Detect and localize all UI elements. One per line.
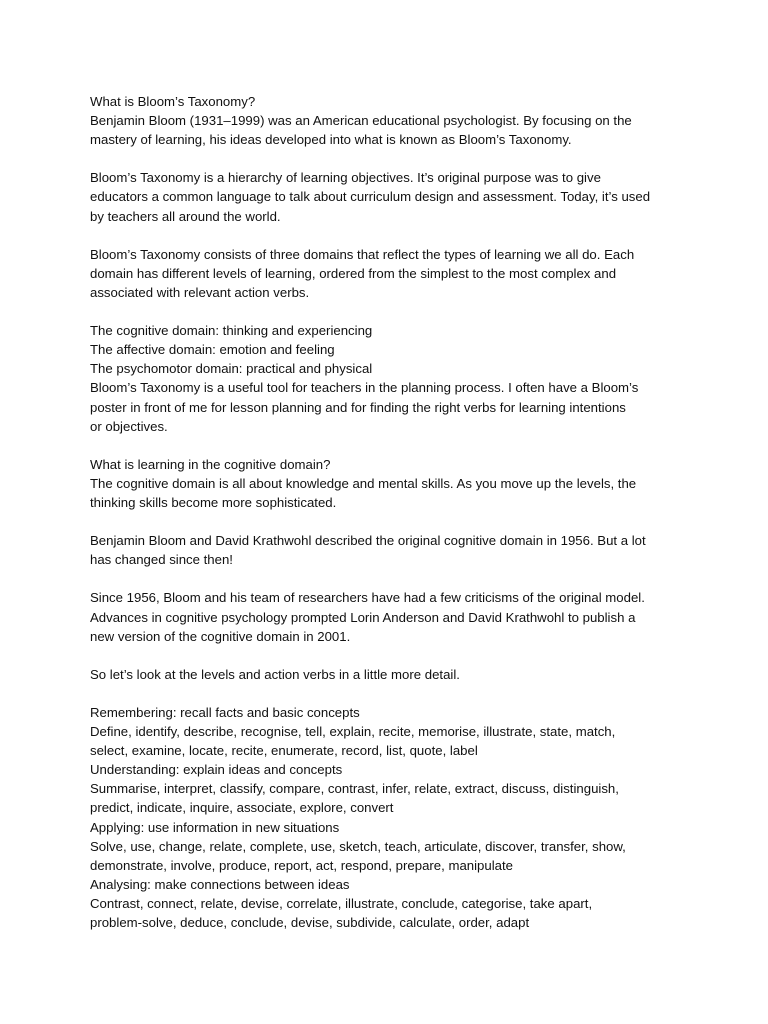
text-line: has changed since then! bbox=[90, 552, 233, 568]
text-line: Bloom’s Taxonomy consists of three domains that reflect the types of learning we all do. Each bbox=[90, 246, 635, 262]
list-item-cognitive: The cognitive domain: thinking and experiencing bbox=[90, 323, 373, 339]
verbs-understanding: predict, indicate, inquire, associate, explore, convert bbox=[90, 800, 394, 816]
paragraph-cognitive-domain bbox=[90, 455, 690, 512]
text-line: mastery of learning, his ideas developed into what is known as Bloom’s Taxonomy. bbox=[90, 132, 572, 148]
text-line: The cognitive domain is all about knowledge and mental skills. As you move up the levels, the bbox=[90, 475, 637, 491]
text-line: Bloom’s Taxonomy is a hierarchy of learning objectives. It’s original purpose was to give bbox=[90, 170, 601, 186]
text-line: Bloom’s Taxonomy is a useful tool for teachers in the planning process. I often have a Bloom’s bbox=[90, 380, 639, 396]
heading-cognitive-domain: What is learning in the cognitive domain? bbox=[90, 456, 331, 472]
text-line: associated with relevant action verbs. bbox=[90, 284, 310, 300]
verbs-remembering: Define, identify, describe, recognise, tell, explain, recite, memorise, illustrate, state, match, bbox=[90, 724, 616, 740]
text-line: Benjamin Bloom and David Krathwohl described the original cognitive domain in 1956. But a lot bbox=[90, 533, 646, 549]
verbs-remembering: select, examine, locate, recite, enumerate, record, list, quote, label bbox=[90, 743, 478, 759]
verbs-applying: Solve, use, change, relate, complete, use, sketch, teach, articulate, discover, transfer, show, bbox=[90, 838, 626, 854]
text-line: Since 1956, Bloom and his team of researchers have had a few criticisms of the original model. bbox=[90, 590, 645, 606]
list-item-affective: The affective domain: emotion and feeling bbox=[90, 342, 335, 358]
text-line: by teachers all around the world. bbox=[90, 208, 281, 224]
text-line: thinking skills become more sophisticated. bbox=[90, 494, 337, 510]
level-remembering: Remembering: recall facts and basic concepts bbox=[90, 705, 360, 720]
text-line: or objectives. bbox=[90, 418, 168, 434]
paragraph-revision-2001 bbox=[90, 588, 690, 645]
level-applying: Applying: use information in new situations bbox=[90, 819, 340, 835]
text-line: new version of the cognitive domain in 2001. bbox=[90, 628, 351, 644]
text-line: So let’s look at the levels and action verbs in a little more detail. bbox=[90, 666, 460, 682]
list-item-psychomotor: The psychomotor domain: practical and physical bbox=[90, 361, 373, 377]
text-line: educators a common language to talk about curriculum design and assessment. Today, it’s used bbox=[90, 189, 651, 205]
verbs-analysing: problem-solve, deduce, conclude, devise, subdivide, calculate, order, adapt bbox=[90, 915, 530, 931]
verbs-applying: demonstrate, involve, produce, report, act, respond, prepare, manipulate bbox=[90, 857, 513, 873]
paragraph-original-1956 bbox=[90, 531, 690, 569]
text-line: domain has different levels of learning, ordered from the simplest to the most complex and bbox=[90, 265, 617, 281]
text-line: Benjamin Bloom (1931–1999) was an American educational psychologist. By focusing on the bbox=[90, 113, 632, 129]
heading-what-is-blooms: What is Bloom’s Taxonomy? bbox=[90, 94, 256, 109]
level-understanding: Understanding: explain ideas and concepts bbox=[90, 762, 343, 778]
level-analysing: Analysing: make connections between ideas bbox=[90, 876, 350, 892]
verbs-understanding: Summarise, interpret, classify, compare, contrast, infer, relate, extract, discuss, distinguish, bbox=[90, 781, 619, 797]
paragraph-domains bbox=[90, 245, 690, 302]
paragraph-hierarchy bbox=[90, 168, 690, 225]
text-line: Advances in cognitive psychology prompted Lorin Anderson and David Krathwohl to publish a bbox=[90, 609, 636, 625]
paragraph-domain-list bbox=[90, 321, 690, 436]
document-page bbox=[90, 92, 690, 951]
paragraph-levels-intro bbox=[90, 665, 690, 684]
verbs-analysing: Contrast, connect, relate, devise, correlate, illustrate, conclude, categorise, take apart, bbox=[90, 895, 593, 911]
paragraph-intro bbox=[90, 92, 690, 149]
levels-and-verbs bbox=[90, 703, 690, 932]
text-line: poster in front of me for lesson planning and for finding the right verbs for learning intentions bbox=[90, 399, 626, 415]
